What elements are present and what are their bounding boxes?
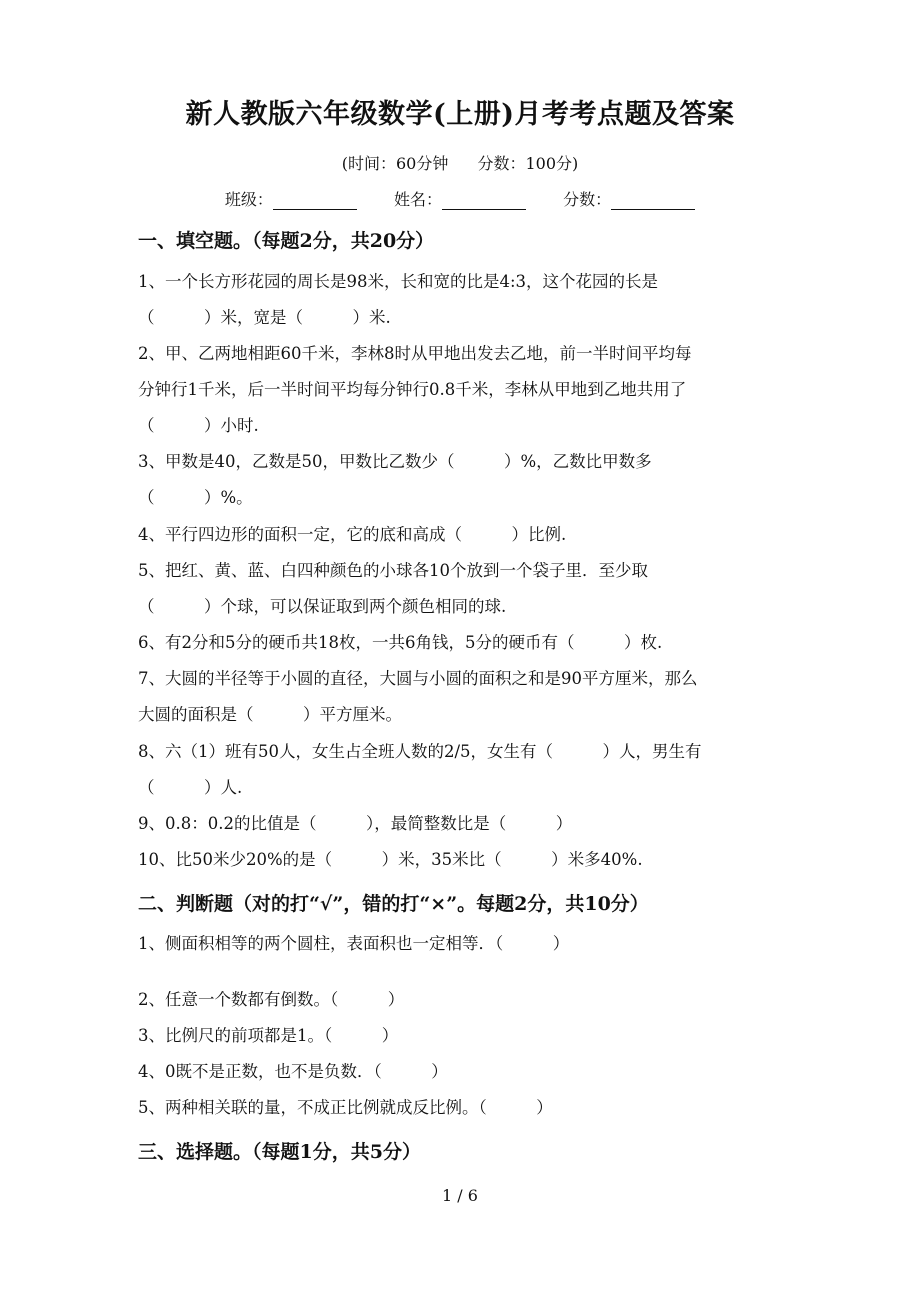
score-field xyxy=(563,187,695,210)
question-line: 分钟行1千米，后一半时间平均每分钟行0.8千米，李林从甲地到乙地共用了 xyxy=(138,380,687,399)
question-line: （ ）小时. xyxy=(138,416,259,435)
question-line: 10、比50米少20%的是（ ）米，35米比（ ）米多40%. xyxy=(138,850,643,869)
question-line: 4、平行四边形的面积一定，它的底和高成（ ）比例. xyxy=(138,525,567,544)
section-heading-true-false: 二、判断题（对的打“√”，错的打“×”。每题2分，共10分） xyxy=(138,893,649,915)
question-line: （ ）个球，可以保证取到两个颜色相同的球. xyxy=(138,597,507,616)
name-label: 姓名： xyxy=(393,190,442,209)
page-number: 1 / 6 xyxy=(442,1186,478,1205)
class-field xyxy=(225,187,357,210)
question-line: （ ）米，宽是（ ）米. xyxy=(138,308,391,327)
question-line: 2、任意一个数都有倒数。（ ） xyxy=(138,990,405,1009)
question-line: 3、甲数是40，乙数是50，甲数比乙数少（ ）%，乙数比甲数多 xyxy=(138,452,652,471)
section-heading-fill-blank: 一、填空题。（每题2分，共20分） xyxy=(138,230,435,252)
exam-time: (时间：60分钟 xyxy=(341,154,449,173)
score-blank[interactable] xyxy=(611,191,695,210)
exam-total-score: 分数：100分) xyxy=(477,154,579,173)
name-blank[interactable] xyxy=(442,191,526,210)
page-title: 新人教版六年级数学(上册)月考考点题及答案 xyxy=(185,99,735,130)
section-heading-multiple-choice: 三、选择题。（每题1分，共5分） xyxy=(138,1141,421,1163)
question-line: 7、大圆的半径等于小圆的直径，大圆与小圆的面积之和是90平方厘米，那么 xyxy=(138,669,698,688)
question-line: 6、有2分和5分的硬币共18枚，一共6角钱，5分的硬币有（ ）枚. xyxy=(138,633,663,652)
score-label: 分数： xyxy=(563,190,612,209)
class-label: 班级： xyxy=(224,190,273,209)
question-line: 8、六（1）班有50人，女生占全班人数的2/5，女生有（ ）人，男生有 xyxy=(138,742,702,761)
exam-info xyxy=(0,151,920,174)
question-line: 9、0.8：0.2的比值是（ ），最简整数比是（ ） xyxy=(138,814,573,833)
class-blank[interactable] xyxy=(273,191,357,210)
question-line: 3、比例尺的前项都是1。（ ） xyxy=(138,1026,399,1045)
question-line: 大圆的面积是（ ）平方厘米。 xyxy=(138,705,402,724)
question-line: （ ）%。 xyxy=(138,488,253,507)
question-line: 5、把红、黄、蓝、白四种颜色的小球各10个放到一个袋子里．至少取 xyxy=(138,561,648,580)
student-info-line xyxy=(0,187,920,210)
question-line: 1、侧面积相等的两个圆柱，表面积也一定相等．（ ） xyxy=(138,934,570,953)
name-field xyxy=(394,187,526,210)
question-line: 1、一个长方形花园的周长是98米，长和宽的比是4:3，这个花园的长是 xyxy=(138,272,659,291)
question-line: （ ）人. xyxy=(138,778,243,797)
question-line: 2、甲、乙两地相距60千米，李林8时从甲地出发去乙地，前一半时间平均每 xyxy=(138,344,692,363)
question-line: 4、0既不是正数，也不是负数．（ ） xyxy=(138,1062,448,1081)
question-line: 5、两种相关联的量，不成正比例就成反比例。（ ） xyxy=(138,1098,553,1117)
